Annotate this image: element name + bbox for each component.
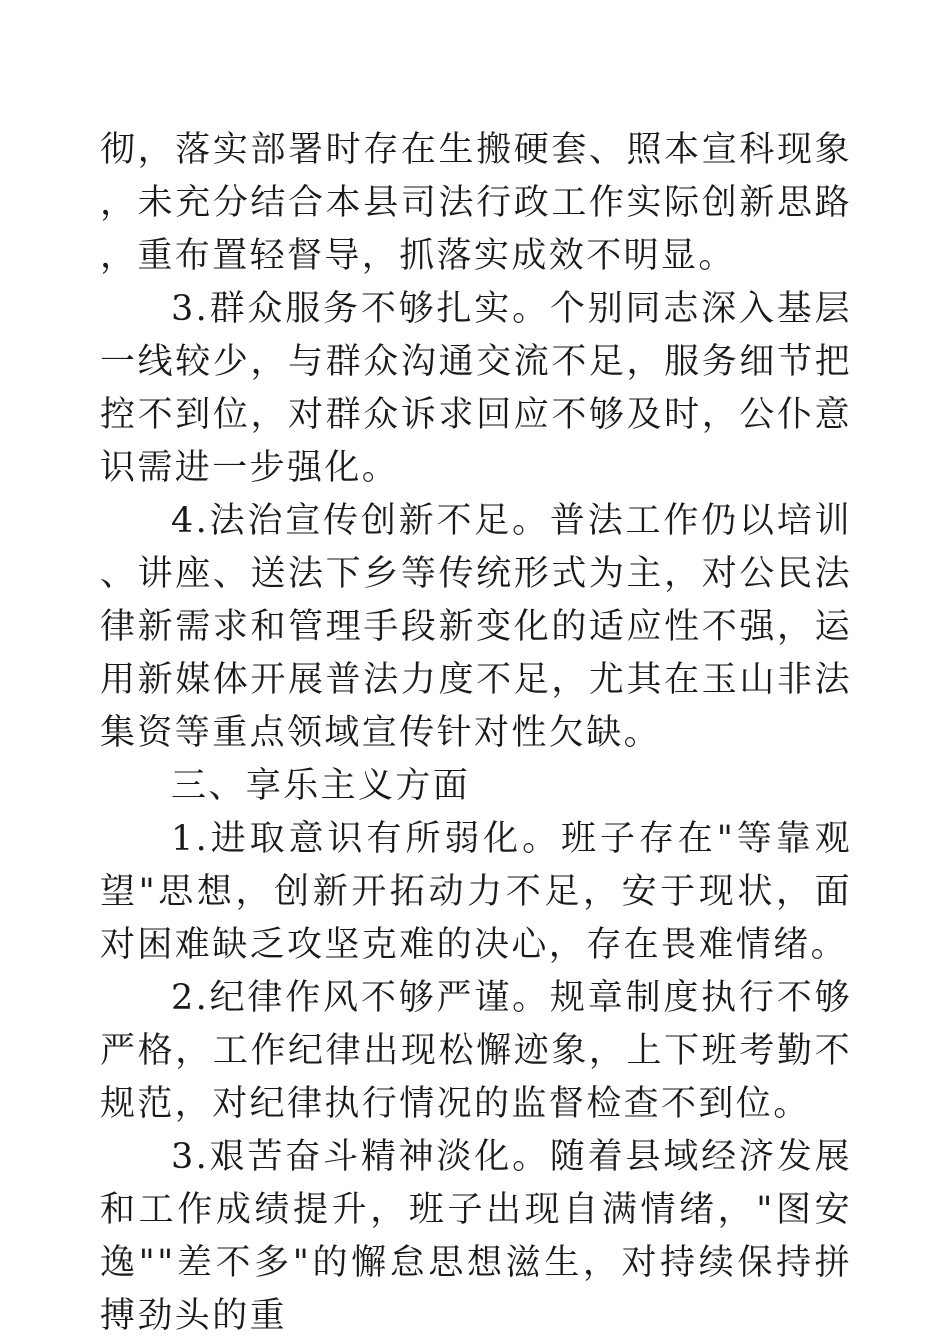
paragraph-mass-service: 3.群众服务不够扎实。个别同志深入基层一线较少，与群众沟通交流不足，服务细节把控不到位，对群众诉求回应不够及时，公仆意识需进一步强化。	[100, 289, 852, 488]
paragraph-legal-publicity: 4.法治宣传创新不足。普法工作仍以培训、讲座、送法下乡等传统形式为主，对公民法律新需求和管理手段新变化的适应性不强，运用新媒体开展普法力度不足，尤其在玉山非法集资等重点领域宣传针对性欠缺。	[100, 501, 852, 753]
paragraph-enterprising-spirit: 1.进取意识有所弱化。班子存在"等靠观望"思想，创新开拓动力不足，安于现状，面对困难缺乏攻坚克难的决心，存在畏难情绪。	[100, 819, 852, 965]
section-heading-hedonism: 三、享乐主义方面	[171, 766, 471, 806]
paragraph-discipline: 2.纪律作风不够严谨。规章制度执行不够严格，工作纪律出现松懈迹象，上下班考勤不规范，对纪律执行情况的监督检查不到位。	[100, 978, 852, 1124]
paragraph-hard-work: 3.艰苦奋斗精神淡化。随着县域经济发展和工作成绩提升，班子出现自满情绪，"图安逸""差不多"的懈怠思想滋生，对持续保持拼搏劲头的重	[100, 1137, 852, 1336]
document-page	[100, 124, 852, 1343]
paragraph-continuation: 彻，落实部署时存在生搬硬套、照本宣科现象，未充分结合本县司法行政工作实际创新思路，重布置轻督导，抓落实成效不明显。	[100, 130, 852, 276]
